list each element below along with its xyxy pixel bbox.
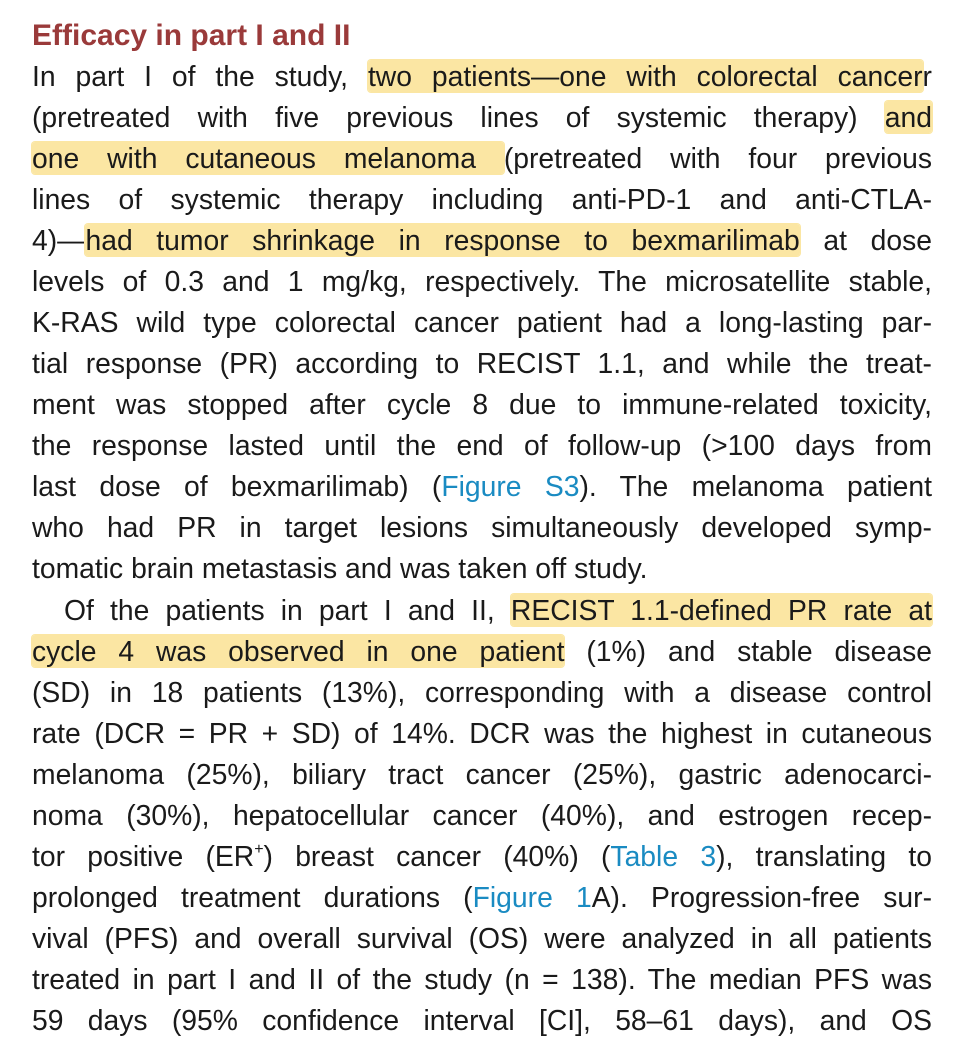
paragraph-2-line-3: (SD) in 18 patients (13%), corresponding with a disease control [32,676,932,708]
text-span: ). The melanoma patient [579,470,932,502]
text-span: ) breast cancer (40%) ( [263,840,611,872]
paragraph-2-line-7 [32,836,932,877]
text-span: ), translating to [716,840,932,872]
paragraph-2-line-1 [64,590,932,631]
paragraph-1-line-3 [32,138,932,179]
text-span: (1%) and stable disease [564,635,932,667]
text-span: last dose of bexmarilimab) ( [32,470,442,502]
text-span: (pretreated with five previous lines of systemic therapy) [32,101,885,133]
paragraph-1-line-5 [32,220,932,261]
paragraph-1-line-11 [32,466,932,507]
paragraph-2-line-5: melanoma (25%), biliary tract cancer (25%), gastric adenocarci- [32,758,932,790]
paragraph-2-line-11: 59 days (95% confidence interval [CI], 58–61 days), and OS [32,1004,932,1036]
text-span: 4)— [32,224,86,256]
figure-s3-link[interactable]: Figure S3 [441,470,580,502]
paragraph-1-line-4: lines of systemic therapy including anti-PD-1 and anti-CTLA- [32,183,932,215]
paragraph-1-line-1: In part I of the study, two patients—one with colorectal cancerr [32,60,932,92]
paragraph-1-line-10: the response lasted until the end of follow-up (>100 days from [32,429,932,461]
paragraph-2-line-10: treated in part I and II of the study (n = 138). The median PFS was [32,963,932,995]
paragraph-1-line-2 [32,97,932,138]
highlighted-text: two patients—one with colorectal cancer [367,60,923,92]
paragraph-1-line-9: ment was stopped after cycle 8 due to immune-related toxicity, [32,388,932,420]
figure-1-link[interactable]: Figure 1 [472,881,592,913]
text-span: prolonged treatment durations ( [32,881,473,913]
highlighted-text: one with cutaneous melanoma [32,142,504,174]
table-3-link[interactable]: Table 3 [610,840,717,872]
text-span: at dose [799,224,932,256]
paragraph-2-line-2 [32,631,932,672]
text-span: tor positive (ER [32,840,255,872]
section-heading: Efficacy in part I and II [32,19,351,52]
text-span: In part I of the study, [32,60,368,92]
paragraph-1-line-8: tial response (PR) according to RECIST 1.1, and while the treat- [32,347,932,379]
paragraph-2-line-6: noma (30%), hepatocellular cancer (40%), and estrogen recep- [32,799,932,831]
paragraph-1-line-6: levels of 0.3 and 1 mg/kg, respectively. The microsatellite stable, [32,265,932,297]
highlighted-text: had tumor shrinkage in response to bexmarilimab [85,224,800,256]
paragraph-1-line-12: who had PR in target lesions simultaneously developed symp- [32,511,932,543]
paragraph-2-line-9: vival (PFS) and overall survival (OS) were analyzed in all patients [32,922,932,954]
text-span: Of the patients in part I and II, [64,594,511,626]
text-span: A). Progression-free sur- [591,881,932,913]
paragraph-1-line-13: tomatic brain metastasis and was taken off study. [32,552,648,584]
highlighted-text: and [884,101,932,133]
highlighted-text: cycle 4 was observed in one patient [32,635,565,667]
paragraph-2-line-8 [32,877,932,918]
highlighted-text: RECIST 1.1-defined PR rate at [510,594,932,626]
paragraph-2-line-4: rate (DCR = PR + SD) of 14%. DCR was the highest in cutaneous [32,717,932,749]
paragraph-1-line-7: K-RAS wild type colorectal cancer patient had a long-lasting par- [32,306,932,338]
superscript-plus: + [254,840,264,858]
text-span: (pretreated with four previous [503,142,932,174]
